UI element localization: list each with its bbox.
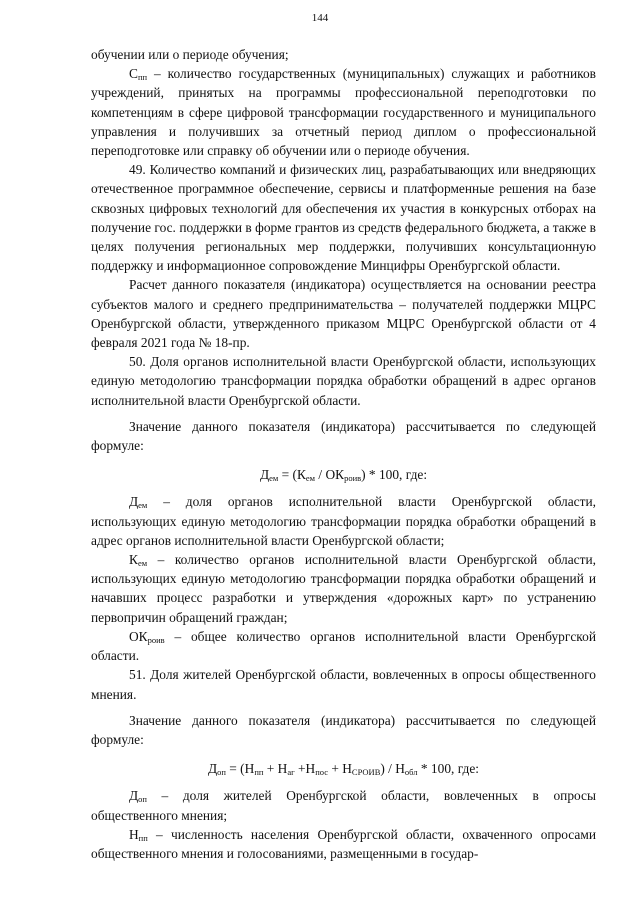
- paragraph: Значение данного показателя (индикатора) рассчитывается по следующей формуле:: [91, 712, 596, 747]
- formula-part: = (К: [278, 467, 306, 483]
- formula-part: +Н: [294, 761, 316, 777]
- formula-part: * 100, где:: [417, 761, 480, 777]
- formula-subscript: ем: [305, 473, 316, 484]
- formula-subscript: пп: [254, 767, 264, 778]
- symbol: ОК: [129, 628, 148, 644]
- symbol-subscript: пп: [137, 72, 148, 83]
- paragraph: [91, 550, 596, 627]
- formula-subscript: СРОИВ: [351, 767, 381, 778]
- formula-part: Д: [259, 467, 270, 483]
- formula-subscript: роив: [344, 473, 362, 484]
- paragraph: [91, 64, 596, 160]
- formula-subscript: ем: [269, 473, 279, 484]
- paragraph: 51. Доля жителей Оренбургской области, вовлеченных в опросы общественного мнения.: [91, 667, 596, 702]
- paragraph: Значение данного показателя (индикатора) рассчитывается по следующей формуле:: [91, 418, 596, 454]
- definition-text: – общее количество органов исполнительной власти Оренбургской области.: [91, 628, 596, 664]
- symbol-subscript: ем: [138, 500, 148, 511]
- formula-subscript: пос: [315, 767, 328, 778]
- symbol-subscript: пп: [138, 832, 148, 843]
- paragraph: Расчет данного показателя (индикатора) осуществляется на основании реестра субъектов малого и среднего предпринимательства – получателей поддержки МЦРС Оренбургской области, утвержденного приказом МЦРС Оренбургской области от 4 февраля 2021 года № 18-пр.: [91, 277, 596, 351]
- paragraph: [91, 627, 596, 665]
- definition-text: – доля органов исполнительной власти Оренбургской области, использующих единую методологию трансформации порядка обработки обращений в адрес органов исполнительной власти Оренбургской области;: [91, 494, 596, 548]
- formula-subscript: оп: [217, 767, 226, 778]
- paragraph: [91, 786, 596, 824]
- page-number: 144: [311, 12, 329, 24]
- formula-part: / ОК: [315, 467, 345, 483]
- formula-part: Д: [207, 761, 218, 777]
- formula-subscript: обл: [404, 767, 418, 778]
- formula-part: ) / Н: [380, 761, 405, 777]
- formula: [91, 465, 596, 484]
- formula-part: = (Н: [225, 761, 255, 777]
- paragraph: [91, 825, 596, 863]
- definition-text: – количество органов исполнительной власти Оренбургской области, использующих единую методологию трансформации порядка обработки обращений и начавших процесс разработки и утверждения «дорожных карт» по устранению первопричин обращений граждан;: [91, 552, 596, 625]
- symbol-subscript: роив: [147, 634, 165, 645]
- formula-part: + Н: [328, 761, 352, 777]
- symbol: Д: [129, 788, 139, 804]
- symbol: Д: [129, 494, 139, 510]
- symbol-subscript: оп: [138, 794, 147, 805]
- formula-part: + Н: [263, 761, 288, 777]
- definition-text: – численность населения Оренбургской области, охваченного опросами общественного мнения и голосованиями, размещенными в государ-: [91, 826, 596, 861]
- paragraph: 49. Количество компаний и физических лиц, разрабатывающих или внедряющих отечественное программное обеспечение, сервисы и платформенные решения на базе сквозных цифровых технологий для обеспечения их участия в конкурсных отборах на получение гос. поддержки в форме грантов из средств федерального бюджета, а также в целях получения региональных мер поддержки, получивших консультационную поддержку и информационное сопровождение Минцифры Оренбургской области.: [91, 162, 596, 274]
- paragraph: 50. Доля органов исполнительной власти Оренбургской области, использующих единую методологию трансформации порядка обработки обращений в адрес органов исполнительной власти Оренбургской области.: [91, 354, 596, 408]
- symbol: С: [129, 66, 138, 82]
- symbol: К: [129, 552, 138, 568]
- formula: [91, 759, 596, 778]
- document-body: [91, 45, 596, 863]
- formula-subscript: аг: [287, 767, 295, 778]
- symbol-subscript: ем: [137, 558, 148, 569]
- paragraph: [91, 492, 596, 550]
- symbol: Н: [129, 826, 139, 842]
- formula-part: ) * 100, где:: [361, 467, 428, 483]
- definition-text: – доля жителей Оренбургской области, вовлеченных в опросы общественного мнения;: [91, 788, 596, 823]
- paragraph: обучении или о периоде обучения;: [91, 47, 289, 62]
- definition-text: – количество государственных (муниципальных) служащих и работников учреждений, принятых на программы профессиональной переподготовки по компетенциям в сфере цифровой трансформации государственного и муниципального управления и получивших за отчетный период диплом о профессиональной переподготовке или справку об обучении или о периоде обучения.: [91, 66, 596, 159]
